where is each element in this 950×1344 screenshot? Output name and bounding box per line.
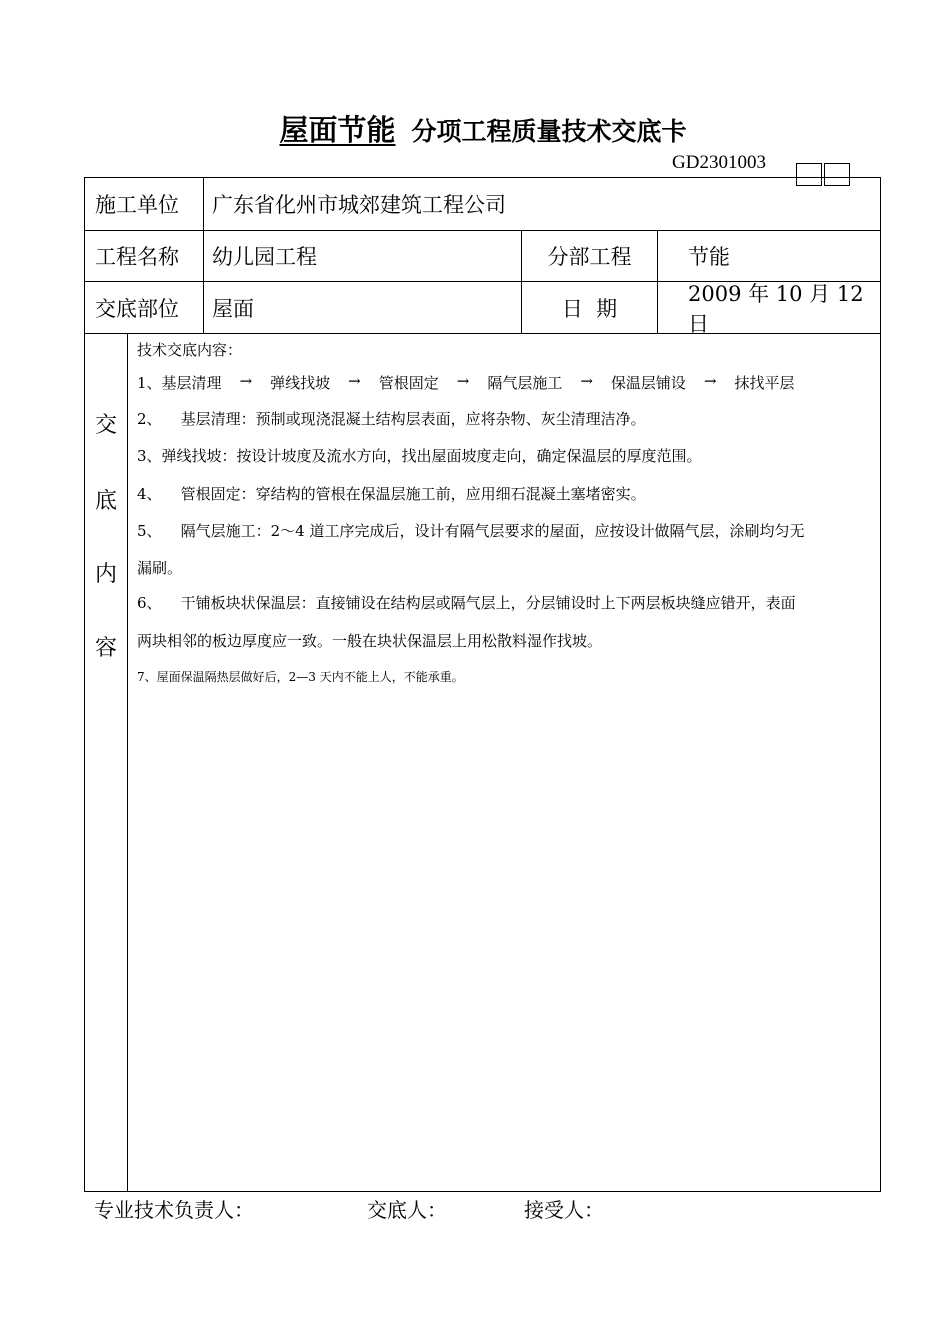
item-5-line-1: 5、 隔气层施工：2～4 道工序完成后，设计有隔气层要求的屋面，应按设计做隔气层，涂刷均匀无 — [137, 522, 805, 540]
tech-lead-label: 专业技术负责人： — [94, 1198, 254, 1222]
title-subject: 屋面节能 — [279, 113, 396, 147]
item-6-line-2: 两块相邻的板边厚度应一致。一般在块状保温层上用松散料湿作找坡。 — [137, 632, 603, 650]
step-2: 弹线找坡 — [270, 374, 331, 392]
side-char-3: 内 — [94, 562, 117, 587]
arrow-icon: → — [239, 372, 253, 390]
side-label — [85, 334, 128, 1191]
receiver-label: 接受人： — [524, 1198, 604, 1222]
item-6-line-1: 6、 干铺板块状保温层：直接铺设在结构层或隔气层上，分层铺设时上下两层板块缝应错开，表面 — [137, 594, 796, 612]
division-label: 分部工程 — [522, 231, 658, 281]
step-4: 隔气层施工 — [487, 374, 563, 392]
item-5-line-2: 漏刷。 — [137, 559, 183, 577]
document-code: GD2301003 — [672, 152, 766, 173]
steps-prefix: 1、 — [137, 374, 162, 392]
process-steps — [137, 372, 795, 393]
project-name-value[interactable]: 幼儿园工程 — [204, 231, 522, 281]
side-char-2: 底 — [94, 489, 117, 514]
side-char-4: 容 — [94, 636, 117, 661]
location-value[interactable]: 屋面 — [204, 282, 522, 333]
arrow-icon: → — [703, 372, 717, 390]
step-5: 保温层铺设 — [610, 374, 686, 392]
arrow-icon: → — [348, 372, 361, 390]
construction-unit-label: 施工单位 — [85, 178, 204, 230]
discloser-label: 交底人： — [367, 1198, 447, 1222]
item-7: 7、屋面保温隔热层做好后，2—3 天内不能上人，不能承重。 — [137, 670, 464, 684]
step-6: 抹找平层 — [734, 374, 795, 392]
arrow-icon: → — [456, 372, 470, 390]
item-4: 4、 管根固定：穿结构的管根在保温层施工前，应用细石混凝土塞堵密实。 — [137, 485, 646, 503]
item-3: 3、弹线找坡：按设计坡度及流水方向，找出屋面坡度走向，确定保温层的厚度范围。 — [137, 447, 702, 465]
step-1: 基层清理 — [161, 374, 222, 392]
item-2: 2、 基层清理：预制或现浇混凝土结构层表面，应将杂物、灰尘清理洁净。 — [137, 410, 646, 428]
row-location-date — [85, 282, 880, 334]
date-label: 日 期 — [522, 282, 658, 333]
document-title — [0, 108, 950, 149]
date-value[interactable]: 2009 年 10 月 12 日 — [688, 281, 864, 336]
row-construction-unit — [85, 178, 880, 231]
row-project-name — [85, 231, 880, 282]
step-3: 管根固定 — [378, 374, 439, 392]
division-value[interactable]: 节能 — [688, 245, 730, 269]
title-rest: 分项工程质量技术交底卡 — [411, 117, 687, 146]
location-label: 交底部位 — [85, 282, 204, 333]
side-char-1: 交 — [94, 413, 117, 438]
arrow-icon: → — [580, 372, 593, 390]
disclosure-form — [84, 177, 881, 1192]
content-heading: 技术交底内容： — [137, 341, 243, 359]
project-name-label: 工程名称 — [85, 231, 204, 281]
construction-unit-value[interactable]: 广东省化州市城郊建筑工程公司 — [212, 193, 506, 217]
